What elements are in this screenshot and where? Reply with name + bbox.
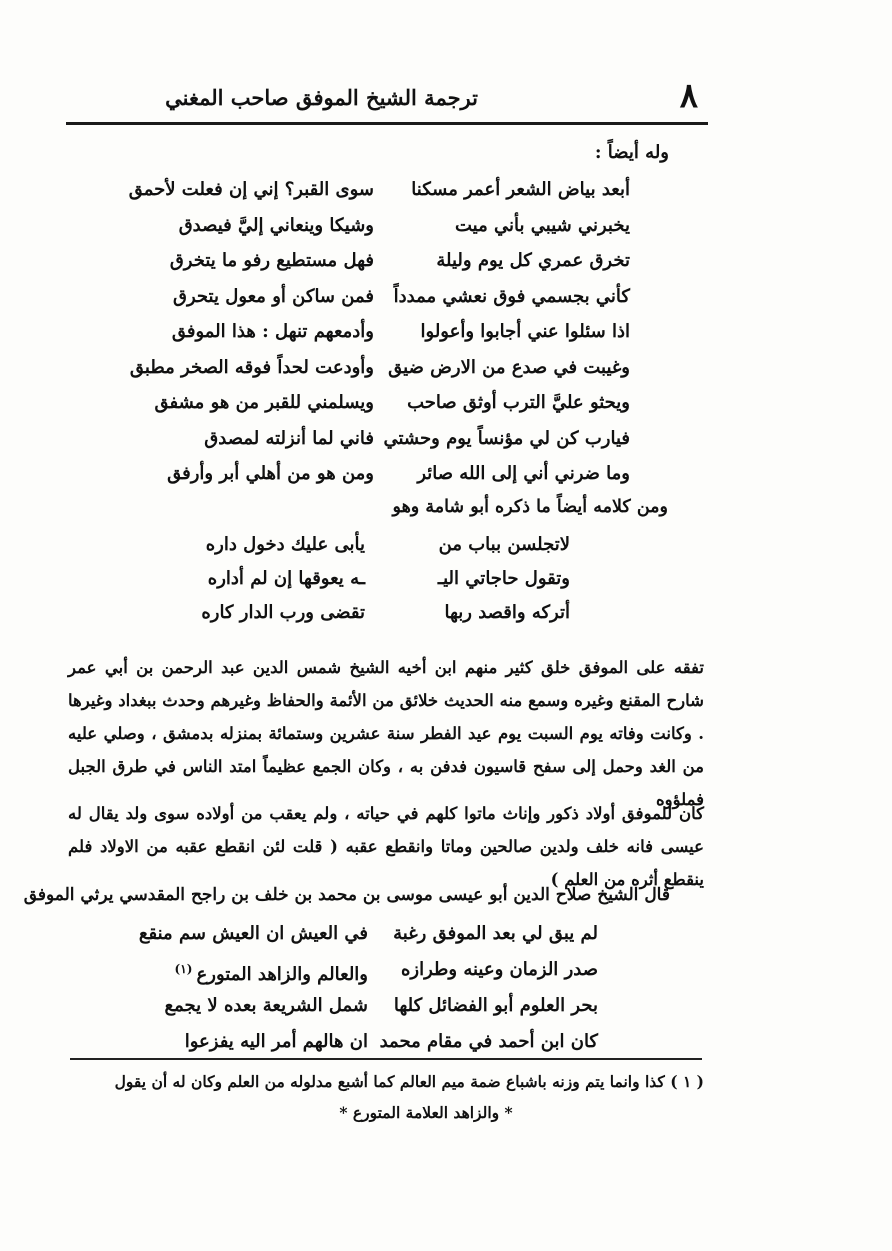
verse-line: [150, 421, 630, 457]
footnote-marker: (١): [174, 962, 197, 976]
page-number: ٨: [679, 76, 698, 116]
verse-first-hemistich: صدر الزمان وعينه وطرازه: [400, 959, 598, 980]
verse-second-hemistich: وشيكا وينعاني إليَّ فيصدق: [178, 214, 374, 236]
verse-second-hemistich: فاني لما أنزلته لمصدق: [204, 427, 374, 449]
verse-first-hemistich: كان ابن أحمد في مقام محمد: [379, 1031, 598, 1052]
verse-first-hemistich: أبعد بياض الشعر أعمر مسكنا: [411, 179, 630, 200]
page-header: [66, 74, 708, 125]
verse-second-hemistich: وأودعت لحداً فوقه الصخر مطبق: [129, 356, 374, 378]
running-title: ترجمة الشيخ الموفق صاحب المغني: [165, 85, 478, 110]
verse-line: [174, 952, 598, 988]
verse-line: [150, 314, 630, 350]
verse-line: [150, 279, 630, 315]
paragraph-students-death: تفقه على الموفق خلق كثير منهم ابن أخيه الشيخ شمس الدين عبد الرحمن بن أبي عمر شارح المقنع وغيره وسمع منه الحديث خلائق من الأئمة والحفاظ وغيرهم وحدث ببغداد وغيرها . وكانت وفاته يوم السبت يوم عيد الفطر سنة عشرين وستمائة بمنزله بدمشق ، وصلي عليه من الغد وحمل إلى سفح قاسيون فدفن به ، وكان الجمع عظيماً امتد الناس في طرق الجبل فملؤوه: [68, 657, 704, 809]
verse-second-hemistich: ـه يعوقها إن لم أداره: [207, 568, 365, 589]
footnote-verse: * والزاهد العلامة المتورع *: [339, 1103, 513, 1122]
verse-first-hemistich: تخرق عمري كل يوم وليلة: [436, 250, 630, 271]
verse-first-hemistich: يخبرني شيبي بأني ميت: [454, 214, 630, 236]
lead-line: ومن كلامه أيضاً ما ذكره أبو شامة وهو: [392, 497, 668, 517]
verse-line: [200, 595, 570, 629]
verse-line: [178, 1024, 598, 1060]
verse-line: [128, 172, 630, 208]
footnote: [68, 1066, 704, 1128]
verse-line: [150, 243, 630, 279]
poem-self-elegy: [128, 172, 630, 492]
verse-line: [150, 456, 630, 492]
verse-second-hemistich: ويسلمني للقبر من هو مشفق: [154, 392, 374, 413]
footnote-text: ( ١ ) كذا وانما يتم وزنه باشباع ضمة ميم العالم كما أشبع مدلوله من العلم وكان له أن يقول: [114, 1072, 704, 1091]
verse-second-hemistich: شمل الشريعة بعده لا يجمع: [164, 995, 368, 1016]
verse-second-hemistich: تقضى ورب الدار كاره: [201, 602, 365, 623]
verse-first-hemistich: لاتجلسن بباب من: [438, 534, 570, 555]
verse-first-hemistich: وغيبت في صدع من الارض ضيق: [388, 356, 630, 378]
verse-second-hemistich: ومن هو من أهلي أبر وأرفق: [167, 463, 374, 484]
verse-second-hemistich: وأدمعهم تنهل : هذا الموفق: [171, 321, 374, 342]
poem-elegy: [138, 916, 598, 1060]
verse-first-hemistich: بحر العلوم أبو الفضائل كلها: [393, 995, 598, 1016]
verse-second-hemistich: في العيش ان العيش سم منقع: [138, 923, 368, 944]
verse-second-hemistich: والعالم والزاهد المتورع $^{(١)}$: [174, 962, 368, 985]
verse-second-hemistich: ان هالهم أمر اليه يفزعوا: [184, 1031, 368, 1052]
verse-first-hemistich: وتقول حاجاتي اليـ: [437, 568, 570, 589]
poem-abu-shama: [200, 527, 570, 629]
footnote-rule: [70, 1058, 702, 1060]
verse-line: [129, 350, 630, 386]
verse-first-hemistich: فيارب كن لي مؤنساً يوم وحشتي: [383, 427, 630, 449]
verse-first-hemistich: كأني بجسمي فوق نعشي ممدداً: [393, 285, 630, 307]
poem-intro: وله أيضاً :: [594, 142, 669, 163]
verse-line: [164, 988, 598, 1024]
verse-first-hemistich: وما ضرني أني إلى الله صائر: [417, 463, 630, 484]
verse-second-hemistich: سوى القبر؟ إني إن فعلت لأحمق: [128, 179, 374, 200]
verse-line: [200, 527, 570, 561]
verse-second-hemistich: يأبى عليك دخول داره: [205, 534, 365, 555]
verse-first-hemistich: أتركه واقصد ربها: [444, 602, 570, 623]
verse-first-hemistich: ويحثو عليَّ الترب أوثق صاحب: [407, 392, 630, 413]
verse-first-hemistich: لم يبق لي بعد الموفق رغبة: [393, 923, 598, 944]
verse-second-hemistich: فهل مستطيع رفو ما يتخرق: [169, 250, 374, 271]
paragraph-children: كان للموفق أولاد ذكور وإناث ماتوا كلهم في حياته ، ولم يعقب من أولاده سوى ولد يقال له عيسى فانه خلف ولدين صالحين وماتا وانقطع عقبه ( قلت لئن انقطع عقبه من الاولاد فلم ينقطع أثره من العلم ): [68, 803, 704, 889]
verse-line: [150, 385, 630, 421]
verse-line: [150, 208, 630, 244]
verse-first-hemistich: اذا سئلوا عني أجابوا وأعولوا: [420, 321, 630, 342]
verse-line: [200, 561, 570, 595]
elegy-attribution: قال الشيخ صلاح الدين أبو عيسى موسى بن محمد بن خلف بن راجح المقدسي يرثي الموفق: [23, 885, 670, 905]
verse-line: [138, 916, 598, 952]
verse-second-hemistich: فمن ساكن أو معول يتحرق: [173, 285, 374, 307]
